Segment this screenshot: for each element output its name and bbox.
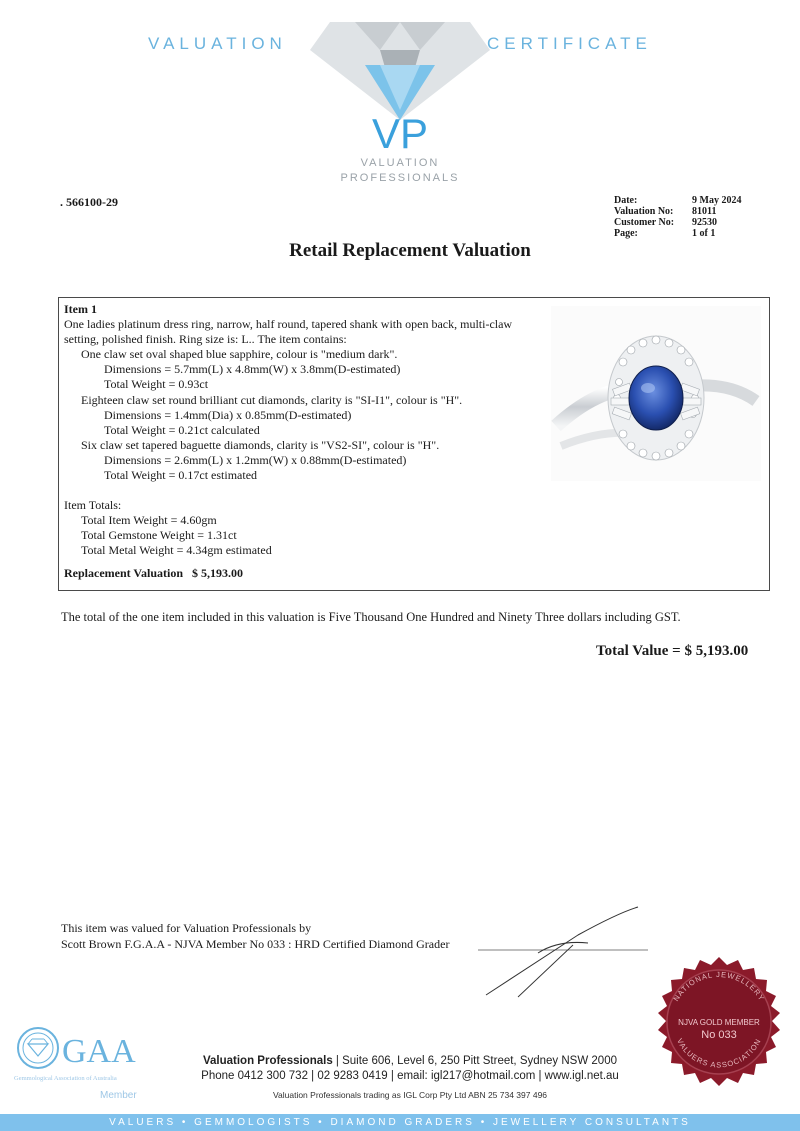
stone-1-dimensions: Dimensions = 5.7mm(L) x 4.8mm(W) x 3.8mm(D-estimated) [104,362,401,377]
ring-photo [551,306,761,481]
replacement-value: $ 5,193.00 [192,565,244,580]
gaa-name: GAA [62,1033,136,1070]
meta-date [614,195,741,206]
meta-block [614,195,741,239]
header-valuation-word: VALUATION [148,34,287,53]
valuer-block [61,920,449,952]
valuer-line-1: This item was valued for Valuation Professionals by [61,921,312,935]
gaa-sub: Gemmological Association of Australia [14,1075,117,1082]
footer-company: Valuation Professionals [202,1055,333,1067]
seal-bottom-text: VALUERS ASSOCIATION [675,1036,763,1070]
meta-customer-no [614,217,741,228]
stone-3: Six claw set tapered baguette diamonds, clarity is "VS2-SI", colour is "H". [81,437,440,452]
njva-seal [650,955,788,1093]
total-value: Total Value = $ 5,193.00 [596,643,749,659]
gaa-member: Member [100,1090,137,1101]
stone-2-weight: Total Weight = 0.21ct calculated [104,422,260,437]
footer-line-1 [160,1054,660,1069]
stone-1: One claw set oval shaped blue sapphire, colour is "medium dark". [81,347,398,362]
signature [478,905,648,1000]
item-description-text: One ladies platinum dress ring, narrow, half round, tapered shank with open back, multi-claw setting, polished finish. Ring size is: L.. The item contains: [64,317,513,347]
footer-contact: Phone 0412 300 732 | 02 9283 0419 | email: igl217@hotmail.com | www.igl.net.au [201,1070,619,1082]
meta-value: 1 of 1 [692,228,716,239]
seal-line-2: No 033 [701,1029,737,1041]
valuer-line-2: Scott Brown F.G.A.A - NJVA Member No 033 : HRD Certified Diamond Grader [61,937,450,951]
stone-3-dimensions: Dimensions = 2.6mm(L) x 1.2mm(W) x 0.88mm(D-estimated) [104,452,407,467]
reference-number: . 566100-29 [60,195,118,209]
stone-2-dimensions: Dimensions = 1.4mm(Dia) x 0.85mm(D-estimated) [104,407,352,422]
gaa-logo [12,1024,162,1104]
logo-line-valuation: VALUATION [360,157,440,169]
meta-label: Date: [614,195,638,206]
meta-value: 9 May 2024 [692,195,742,206]
replacement-label: Replacement Valuation [64,565,184,580]
meta-page [614,228,741,239]
meta-label: Valuation No: [614,206,674,217]
item-description [64,302,549,581]
meta-label: Customer No: [614,217,675,228]
footer-band: VALUERS • GEMMOLOGISTS • DIAMOND GRADERS • JEWELLERY CONSULTANTS [0,1114,800,1131]
footer-address-text: | Suite 606, Level 6, 250 Pitt Street, Sydney NSW 2000 [335,1055,617,1067]
page-title: Retail Replacement Valuation [289,240,531,261]
total-gemstone-weight: Total Gemstone Weight = 1.31ct [81,528,237,543]
header-certificate-word: CERTIFICATE [487,34,652,53]
seal-line-1: NJVA GOLD MEMBER [678,1018,760,1027]
replacement-valuation [64,566,549,581]
stone-1-weight: Total Weight = 0.93ct [104,377,209,392]
footer-trading: Valuation Professionals trading as IGL Corp Pty Ltd ABN 25 734 397 496 [272,1090,548,1100]
item-heading: Item 1 [64,302,97,316]
item-box [58,297,770,591]
item-totals-heading: Item Totals: [64,498,122,513]
meta-value: 81011 [692,206,717,217]
seal-top-text: NATIONAL JEWELLERY [671,969,767,1003]
logo-line-professionals: PROFESSIONALS [340,172,460,184]
footer-address [160,1054,660,1084]
meta-valuation-no [614,206,741,217]
stone-2: Eighteen claw set round brilliant cut diamonds, clarity is "SI-I1", colour is "H". [81,392,463,407]
stone-3-weight: Total Weight = 0.17ct estimated [104,468,258,483]
total-metal-weight: Total Metal Weight = 4.34gm estimated [81,543,272,558]
meta-label: Page: [614,228,638,239]
logo-letters: VP [371,110,429,157]
total-item-weight: Total Item Weight = 4.60gm [81,513,217,528]
summary-text: The total of the one item included in this valuation is Five Thousand One Hundred and Ninety Three dollars including GST. [61,610,681,624]
meta-value: 92530 [692,217,717,228]
